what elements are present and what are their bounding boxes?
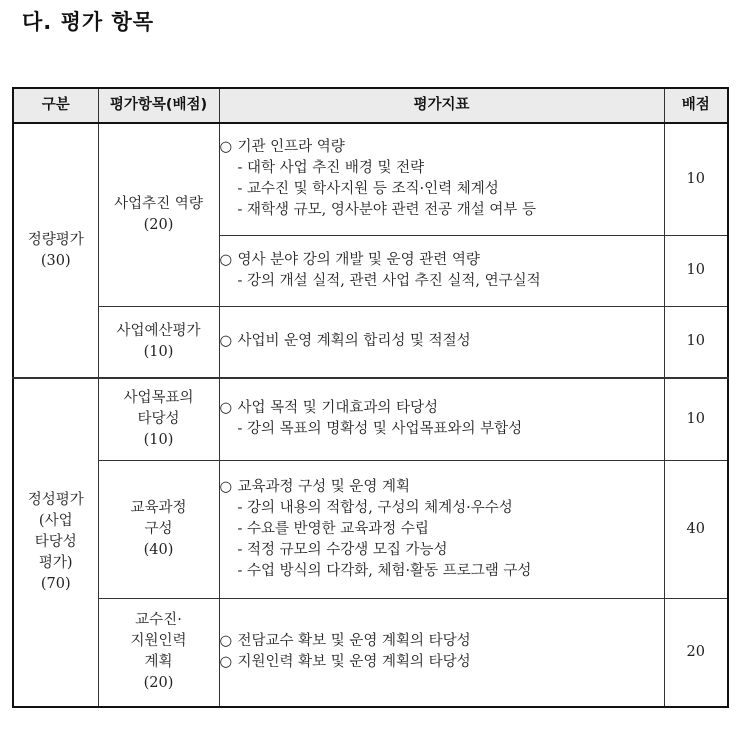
indicator-sub: - 재학생 규모, 영사분야 관련 전공 개설 여부 등 [237,202,537,219]
indicator-cell [219,306,664,378]
circle-bullet-icon: ○ [219,633,233,650]
indicator-sub: - 수업 방식의 다각화, 체험·활동 프로그램 구성 [237,562,532,579]
score-cell: 10 [664,378,728,460]
indicator-sub: - 수요를 반영한 교육과정 수립 [237,520,429,537]
circle-bullet-icon: ○ [219,333,233,350]
indicator-main: ○ 교육과정 구성 및 운영 계획 [220,477,664,498]
indicator-sub: - 교수진 및 학사지원 등 조직·인력 체계성 [237,181,499,198]
evaluation-items-table [12,87,729,708]
table-row [13,306,728,378]
indicator-main: ○ 전담교수 확보 및 운영 계획의 타당성 [220,631,664,652]
indicator-sub: - 대학 사업 추진 배경 및 전략 [237,160,425,177]
indicator-sub: - 강의 목표의 명확성 및 사업목표와의 부합성 [237,421,523,438]
score-cell: 20 [664,598,728,707]
item-budget-evaluation: 사업예산평가 (10) [98,306,219,378]
header-category: 구분 [13,88,98,123]
indicator-main: ○ 지원인력 확보 및 운영 계획의 타당성 [220,652,664,673]
indicator-cell [219,460,664,598]
indicator-main: ○ 영사 분야 강의 개발 및 운영 관련 역량 [220,250,664,271]
table-header-row [13,88,728,123]
indicator-sub: - 적정 규모의 수강생 모집 가능성 [237,541,448,558]
circle-bullet-icon: ○ [219,400,233,417]
item-goal-validity: 사업목표의 타당성 (10) [98,378,219,460]
indicator-sub: - 강의 내용의 적합성, 구성의 체계성·우수성 [237,499,513,516]
score-cell: 10 [664,123,728,235]
item-faculty-staff-plan: 교수진· 지원인력 계획 (20) [98,598,219,707]
category-quantitative: 정량평가 (30) [13,123,98,378]
indicator-cell [219,235,664,306]
section-title: 다. 평가 항목 [22,10,155,34]
indicator-cell [219,378,664,460]
indicator-sub: - 강의 개설 실적, 관련 사업 추진 실적, 연구실적 [237,272,541,289]
indicator-main: ○ 기관 인프라 역량 [220,137,664,158]
category-qualitative: 정성평가 (사업 타당성 평가) (70) [13,378,98,707]
table-row [13,123,728,235]
table-row [13,598,728,707]
score-cell: 10 [664,306,728,378]
score-cell: 40 [664,460,728,598]
indicator-cell [219,598,664,707]
indicator-main: ○ 사업 목적 및 기대효과의 타당성 [220,398,664,419]
circle-bullet-icon: ○ [219,139,233,156]
item-curriculum: 교육과정 구성 (40) [98,460,219,598]
score-cell: 10 [664,235,728,306]
circle-bullet-icon: ○ [219,478,233,495]
indicator-main: ○ 사업비 운영 계획의 합리성 및 적절성 [220,331,664,352]
header-score: 배점 [664,88,728,123]
circle-bullet-icon: ○ [219,251,233,268]
item-business-capability: 사업추진 역량 (20) [98,123,219,306]
circle-bullet-icon: ○ [219,654,233,671]
header-item: 평가항목(배점) [98,88,219,123]
header-indicator: 평가지표 [219,88,664,123]
table-row [13,378,728,460]
table-row [13,460,728,598]
indicator-cell [219,123,664,235]
